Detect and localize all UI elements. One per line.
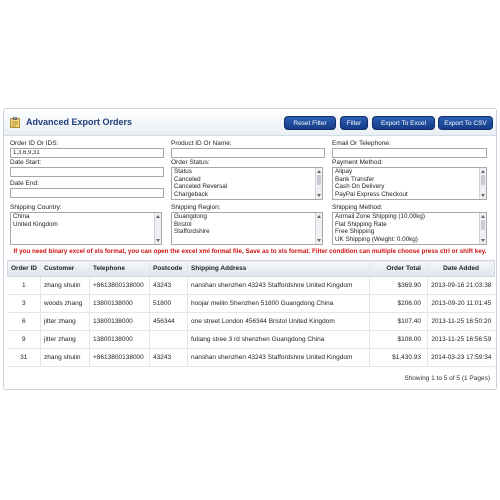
column-header[interactable]: Date Added [428,261,495,277]
order-status-select[interactable] [171,167,323,200]
order-id-cell: 1 [8,277,41,295]
total-cell: $369.90 [370,277,428,295]
scrollbar[interactable] [315,168,322,199]
order-status-option[interactable]: Canceled [174,175,201,183]
email-label: Email Or Telephone: [332,140,391,147]
total-cell: $107.40 [370,313,428,331]
page-title: Advanced Export Orders [26,117,133,127]
table-row[interactable] [8,313,495,331]
order-id-input[interactable] [10,148,164,158]
shipping-region-option[interactable]: Bristol [174,220,192,228]
scrollbar[interactable] [479,213,486,244]
filter-button[interactable]: Filter [340,116,368,130]
date-cell: 2013-09-20 11:01:45 [428,295,495,313]
export-orders-panel [3,108,497,390]
telephone-cell: 13800138000 [90,331,150,349]
order-id-cell: 9 [8,331,41,349]
scrollbar[interactable] [315,213,322,244]
shipping-method-option[interactable]: Flat Shipping Rate [335,220,387,228]
order-id-label: Order ID Or IDS: [10,140,59,147]
shipping-country-select[interactable] [10,212,162,245]
payment-option[interactable]: Cash On Delivery [335,183,385,191]
shipping-method-option[interactable]: Free Shipping [335,228,375,236]
shipping-method-option[interactable]: Airmail Zone Shipping (10.00kg) [335,213,425,220]
address-cell: nanshan shenzhen 43243 Staffordshire United Kingdom [188,277,370,295]
pagination-summary: Showing 1 to 5 of 5 (1 Pages) [404,375,490,382]
payment-option[interactable]: Alipay [335,168,353,175]
email-input[interactable] [332,148,487,158]
order-id-cell: 3 [8,295,41,313]
shipping-region-option[interactable]: Staffordshire [174,228,210,236]
table-header-row [8,261,495,277]
shipping-region-select[interactable] [171,212,323,245]
order-id-cell: 31 [8,349,41,367]
payment-method-label: Payment Method: [332,159,383,166]
payment-option[interactable]: Bank Transfer [335,175,375,183]
customer-cell: zhang shulin [41,349,90,367]
customer-cell: woods zhang [41,295,90,313]
customer-cell: jitter zhang [41,313,90,331]
scrollbar[interactable] [154,213,161,244]
column-header[interactable]: Customer [41,261,90,277]
date-end-input[interactable] [10,188,164,198]
orders-table [7,260,495,367]
shipping-country-label: Shipping Country: [10,204,62,211]
order-status-option[interactable]: Canceled Reversal [174,183,228,191]
address-cell: one street London 456344 Bristol United Kingdom [188,313,370,331]
table-row[interactable] [8,295,495,313]
table-row[interactable] [8,331,495,349]
total-cell: $206.00 [370,295,428,313]
telephone-cell: 13800138000 [90,295,150,313]
column-header[interactable]: Order Total [370,261,428,277]
customer-cell: zhang shulin [41,277,90,295]
export-notice: If you need binary excel of xls format, you can open the excel xml format file, Save as to xls format. Filter condition can multiple choose press ctrl or shift key. [13,248,487,255]
panel-header [4,109,496,136]
order-status-option[interactable]: Status [174,168,192,175]
customer-cell: jitter zhang [41,331,90,349]
address-cell: futiang stree 3 rd shenzhen Guangdong China [188,331,370,349]
column-header[interactable]: Postcode [150,261,188,277]
address-cell: hoojar meilin Shenzhen 51800 Guangdong China [188,295,370,313]
shipping-method-select[interactable] [332,212,487,245]
postcode-cell: 43243 [150,349,188,367]
date-cell: 2013-11-25 16:56:59 [428,331,495,349]
total-cell: $1,430.93 [370,349,428,367]
shipping-method-option[interactable]: UK Shipping (Weight: 0.00kg) [335,235,418,243]
postcode-cell: 456344 [150,313,188,331]
export-csv-button[interactable]: Export To CSV [438,116,493,130]
date-cell: 2013-11-25 16:50:20 [428,313,495,331]
shipping-method-label: Shipping Method: [332,204,383,211]
telephone-cell: +8613800138000 [90,277,150,295]
product-input[interactable] [171,148,325,158]
order-status-label: Order Status: [171,159,210,166]
column-header[interactable]: Telephone [90,261,150,277]
shipping-country-option[interactable]: China [13,213,30,220]
product-label: Product ID Or Name: [171,140,232,147]
postcode-cell: 51800 [150,295,188,313]
total-cell: $108.00 [370,331,428,349]
postcode-cell: 43243 [150,277,188,295]
date-end-label: Date End: [10,180,39,187]
telephone-cell: 13800138000 [90,313,150,331]
scrollbar[interactable] [479,168,486,199]
date-cell: 2013-09-16 21:03:38 [428,277,495,295]
shipping-region-option[interactable]: Guangdong [174,213,207,220]
date-start-label: Date Start: [10,159,42,166]
payment-method-select[interactable] [332,167,487,200]
date-cell: 2014-03-23 17:59:34 [428,349,495,367]
clipboard-icon [10,117,20,128]
payment-option[interactable]: PayPal Express Checkout [335,190,408,198]
table-row[interactable] [8,277,495,295]
export-excel-button[interactable]: Export To Excel [372,116,435,130]
order-id-cell: 6 [8,313,41,331]
postcode-cell [150,331,188,349]
reset-filter-button[interactable]: Reset Filter [284,116,336,130]
shipping-region-label: Shipping Region: [171,204,221,211]
shipping-country-option[interactable]: United Kingdom [13,220,58,228]
column-header[interactable]: Shipping Address [188,261,370,277]
table-row[interactable] [8,349,495,367]
column-header[interactable]: Order ID [8,261,41,277]
order-status-option[interactable]: Chargeback [174,190,208,198]
telephone-cell: +8613800138000 [90,349,150,367]
date-start-input[interactable] [10,167,164,177]
address-cell: nanshan shenzhen 43243 Staffordshire United Kingdom [188,349,370,367]
